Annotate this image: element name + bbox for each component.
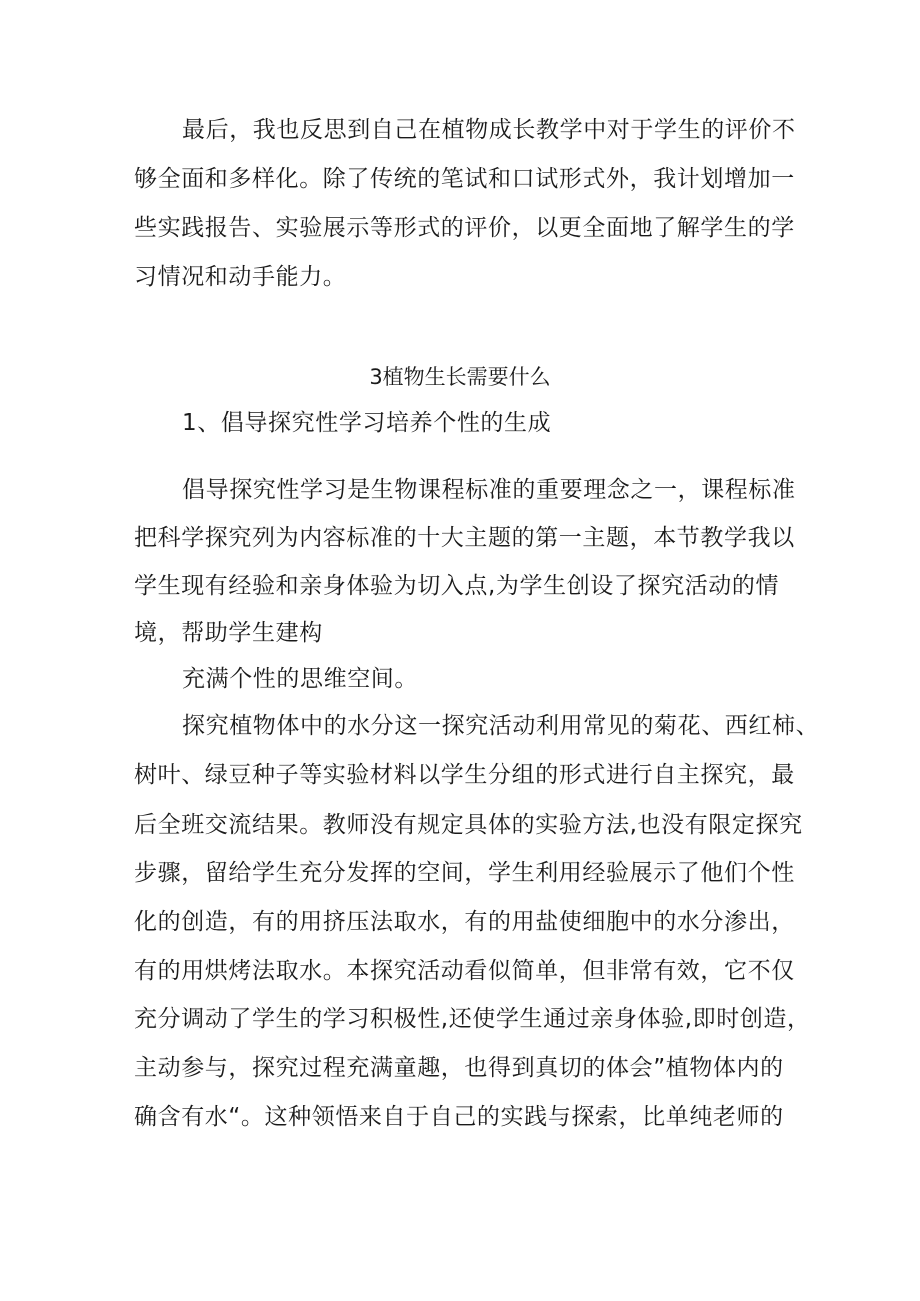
text-line: 树叶、绿豆种子等实验材料以学生分组的形式进行自主探究，最 [134,762,795,788]
text-line: 充分调动了学生的学习积极性,还使学生通过亲身体验,即时创造， [134,1006,811,1032]
text-line: 倡导探究性学习是生物课程标准的重要理念之一，课程标准 [182,477,796,503]
section-subheading: 1、倡导探究性学习培养个性的生成 [182,410,552,436]
text-line: 学生现有经验和亲身体验为切入点,为学生创设了探究活动的情 [134,573,780,599]
text-line: 习情况和动手能力。 [134,264,347,290]
text-line: 境，帮助学生建构 [134,620,323,646]
text-line: 确含有水“。这种领悟来自于自己的实践与探索，比单纯老师的 [134,1104,784,1130]
section-title: 3植物生长需要什么 [369,365,551,389]
text-line: 探究植物体中的水分这一探究活动利用常见的菊花、西红柿、 [182,713,820,739]
text-line: 步骤，留给学生充分发挥的空间，学生利用经验展示了他们个性 [134,860,795,886]
text-line: 主动参与，探究过程充满童趣，也得到真切的体会”植物体内的 [134,1055,784,1081]
text-line: 有的用烘烤法取水。本探究活动看似简单，但非常有效，它不仅 [134,958,795,984]
text-line: 后全班交流结果。教师没有规定具体的实验方法,也没有限定探究 [134,812,803,838]
text-line: 把科学探究列为内容标准的十大主题的第一主题，本节教学我以 [134,525,795,551]
text-line: 最后，我也反思到自己在植物成长教学中对于学生的评价不 [182,117,796,143]
text-line: 够全面和多样化。除了传统的笔试和口试形式外，我计划增加一 [134,166,795,192]
text-line: 化的创造，有的用挤压法取水，有的用盐使细胞中的水分渗出， [134,909,795,935]
text-line: 些实践报告、实验展示等形式的评价，以更全面地了解学生的学 [134,215,795,241]
text-line: 充满个性的思维空间。 [182,666,418,692]
